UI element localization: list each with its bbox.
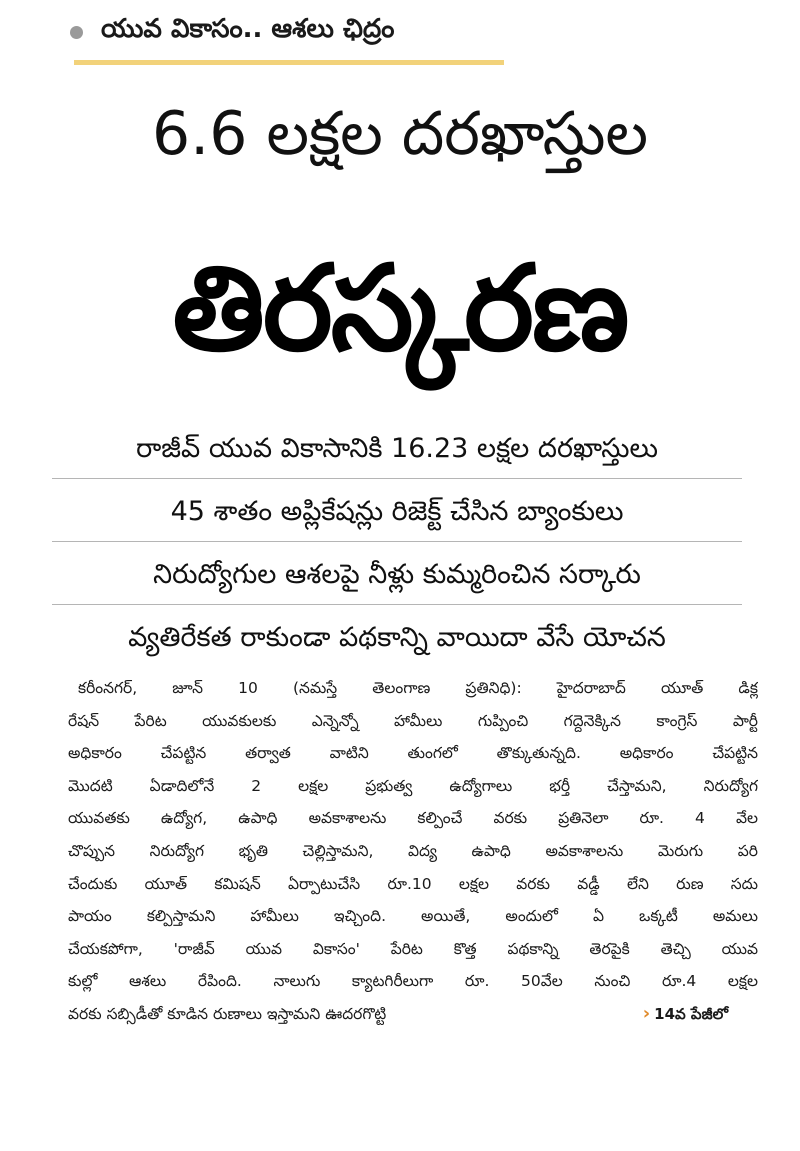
continued-on-page-link[interactable] bbox=[643, 998, 758, 1031]
body-line: అధికారం చేపట్టిన తర్వాత వాటిని తుంగలో తొక్కుతున్నది. అధికారం చేపట్టిన bbox=[68, 744, 758, 763]
body-line: చేందుకు యూత్ కమిషన్ ఏర్పాటుచేసి రూ.10 లక్షల వరకు వడ్డీ లేని రుణ సదు bbox=[68, 874, 758, 893]
body-line: పాయం కల్పిస్తామని హామీలు ఇచ్చింది. అయితే, అందులో ఏ ఒక్కటీ అమలు bbox=[68, 907, 758, 926]
body-line: యువతకు ఉద్యోగ, ఉపాధి అవకాశాలను కల్పించే వరకు ప్రతినెలా రూ. 4 వేల bbox=[68, 809, 758, 828]
subheadings bbox=[52, 420, 742, 671]
body-line: కుల్లో ఆశలు రేపింది. నాలుగు క్యాటగిరీలుగా రూ. 50వేల నుంచి రూ.4 లక్షల bbox=[68, 972, 758, 991]
subheading: రాజీవ్ యువ వికాసానికి 16.23 లక్షల దరఖాస్తులు bbox=[52, 420, 742, 479]
bullet-dot-icon bbox=[70, 26, 83, 39]
article-body bbox=[68, 672, 758, 1031]
body-last-row bbox=[68, 998, 758, 1031]
body-line: వరకు సబ్సిడీతో కూడిన రుణాలు ఇస్తామని ఊదరగొట్టి bbox=[68, 1004, 387, 1023]
continued-label: 14వ పేజీలో bbox=[654, 1004, 728, 1023]
subheading: వ్యతిరేకత రాకుండా పథకాన్ని వాయిదా వేసే యోచన bbox=[128, 622, 666, 653]
subheading: 45 శాతం అప్లికేషన్లు రిజెక్ట్ చేసిన బ్యాంకులు bbox=[52, 483, 742, 542]
subheading: నిరుద్యోగుల ఆశలపై నీళ్లు కుమ్మరించిన సర్కారు bbox=[52, 546, 742, 605]
body-line: చొప్పున నిరుద్యోగ భృతి చెల్లిస్తామని, విద్య ఉపాధి అవకాశాలను మెరుగు పరి bbox=[68, 841, 758, 860]
body-line: చేయకపోగా, 'రాజీవ్ యువ వికాసం' పేరిట కొత్త పథకాన్ని తెరపైకి తెచ్చి యువ bbox=[68, 939, 758, 958]
kicker bbox=[70, 14, 394, 50]
body-line: మొదటి ఏడాదిలోనే 2 లక్షల ప్రభుత్వ ఉద్యోగాలు భర్తీ చేస్తామని, నిరుద్యోగ bbox=[68, 776, 758, 795]
chevron-right-icon: › bbox=[642, 1002, 651, 1024]
headline-line-1: 6.6 లక్షల దరఖాస్తుల bbox=[151, 99, 649, 169]
body-line: కరీంనగర్, జూన్ 10 (నమస్తే తెలంగాణ ప్రతినిధి): హైదరాబాద్ యూత్ డిక్ల bbox=[78, 679, 758, 697]
body-line: రేషన్ పేరిట యువకులకు ఎన్నెన్నో హామీలు గుప్పించి గద్దెనెక్కిన కాంగ్రెస్ పార్టీ bbox=[68, 711, 758, 730]
headline-line-2: తిరస్కరణ bbox=[172, 239, 628, 377]
kicker-underline bbox=[74, 60, 504, 65]
kicker-text: యువ వికాసం.. ఆశలు ఛిద్రం bbox=[101, 14, 395, 44]
